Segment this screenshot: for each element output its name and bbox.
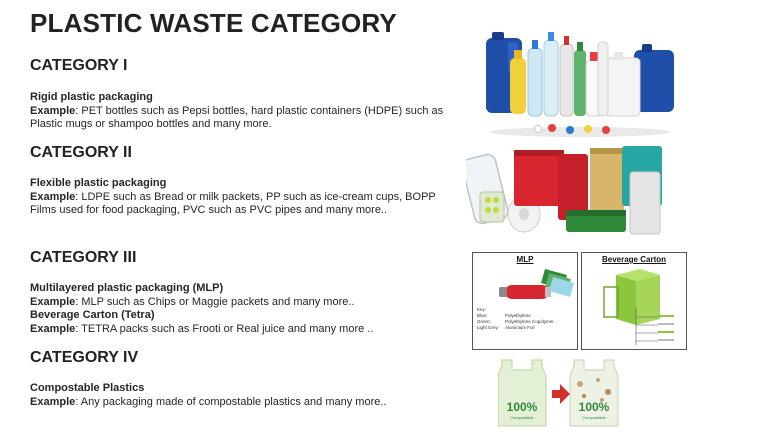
category-1-name: Rigid plastic packaging	[30, 91, 153, 103]
category-1-heading: CATEGORY I	[30, 57, 128, 74]
flexible-plastics-image	[466, 144, 672, 238]
example-text: : Any packaging made of compostable plastics and many more..	[75, 395, 387, 408]
bag-label: 100%	[578, 400, 610, 414]
example-text: : PET bottles such as Pepsi bottles, hard plastic containers (HDPE) such as Plastic mugs or shampoo bottles and many more.	[30, 104, 444, 130]
page-title: PLASTIC WASTE CATEGORY	[30, 8, 397, 38]
category-4-heading: CATEGORY IV	[30, 349, 139, 366]
category-2-example	[30, 191, 450, 218]
example-text: : MLP such as Chips or Maggie packets and many more..	[75, 295, 355, 308]
category-3-example-mlp	[30, 296, 450, 310]
example-label: Example	[30, 190, 76, 203]
legend-row: Blue: Polyethylene	[477, 313, 531, 318]
compostable-bags-image	[498, 356, 622, 430]
mlp-legend	[477, 307, 554, 331]
beverage-carton-title: Beverage Carton	[601, 255, 667, 264]
category-3-description	[30, 282, 450, 336]
bag-sublabel: Compostable	[510, 415, 534, 420]
mlp-diagram	[472, 252, 578, 350]
category-2-heading: CATEGORY II	[30, 144, 132, 161]
example-text: : TETRA packs such as Frooti or Real juice and many more ..	[75, 322, 374, 335]
category-3-heading: CATEGORY III	[30, 249, 137, 266]
legend-row: Light Grey: Aluminium Foil	[477, 325, 535, 330]
category-3-example-carton	[30, 323, 450, 337]
example-label: Example	[30, 104, 76, 117]
category-3-name-mlp: Multilayered plastic packaging (MLP)	[30, 282, 224, 294]
category-4-example	[30, 396, 450, 410]
bag-sublabel: Compostable	[582, 415, 606, 420]
category-1-description	[30, 91, 450, 132]
category-1-example	[30, 105, 450, 132]
category-2-name: Flexible plastic packaging	[30, 177, 167, 189]
example-text: : LDPE such as Bread or milk packets, PP such as ice-cream cups, BOPP Films used for food packaging, PVC such as PVC pipes and many more..	[30, 190, 436, 216]
mlp-diagram-title: MLP	[516, 255, 534, 264]
legend-row: Green: Polyethylene Copolymer	[477, 319, 554, 324]
rigid-plastics-image	[482, 28, 678, 138]
example-label: Example	[30, 322, 76, 335]
category-4-name: Compostable Plastics	[30, 382, 145, 394]
legend-key: Key:	[477, 307, 487, 312]
category-4-description	[30, 382, 450, 409]
example-label: Example	[30, 295, 76, 308]
category-3-name-carton: Beverage Carton (Tetra)	[30, 309, 155, 321]
bag-label: 100%	[506, 400, 538, 414]
example-label: Example	[30, 395, 76, 408]
beverage-carton-diagram	[581, 252, 687, 350]
category-2-description	[30, 177, 450, 218]
